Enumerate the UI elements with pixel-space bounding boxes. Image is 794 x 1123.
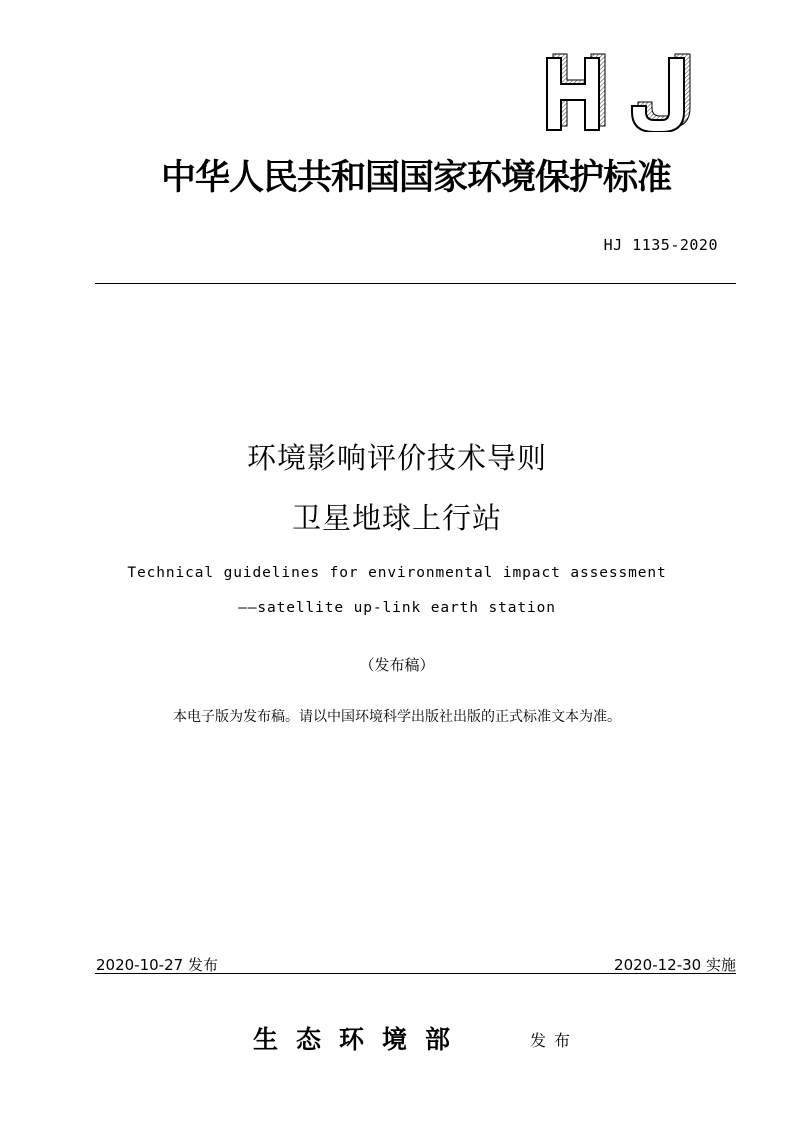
implementation-date: 2020-12-30 实施: [614, 956, 736, 974]
standard-category: 中华人民共和国国家环境保护标准: [160, 158, 671, 198]
publish-action: 发布: [530, 1031, 579, 1050]
draft-tag: （发布稿）: [359, 656, 435, 674]
standard-code: HJ 1135-2020: [603, 236, 718, 254]
edition-notice: 本电子版为发布稿。请以中国环境科学出版社出版的正式标准文本为准。: [173, 709, 621, 725]
bottom-divider: [95, 973, 736, 974]
publisher-name: 生态环境部: [253, 1025, 469, 1054]
title-cn-line1: 环境影响评价技术导则: [246, 441, 547, 475]
issue-date: 2020-10-27 发布: [96, 956, 218, 974]
logo-text: HJ: [619, 109, 623, 111]
title-en-line1: Technical guidelines for environmental impact assessment: [127, 565, 667, 581]
title-en-line2: ——satellite up-link earth station: [238, 600, 556, 616]
hj-logo: [543, 50, 699, 132]
title-cn-line2: 卫星地球上行站: [291, 501, 502, 535]
top-divider: [95, 283, 736, 284]
